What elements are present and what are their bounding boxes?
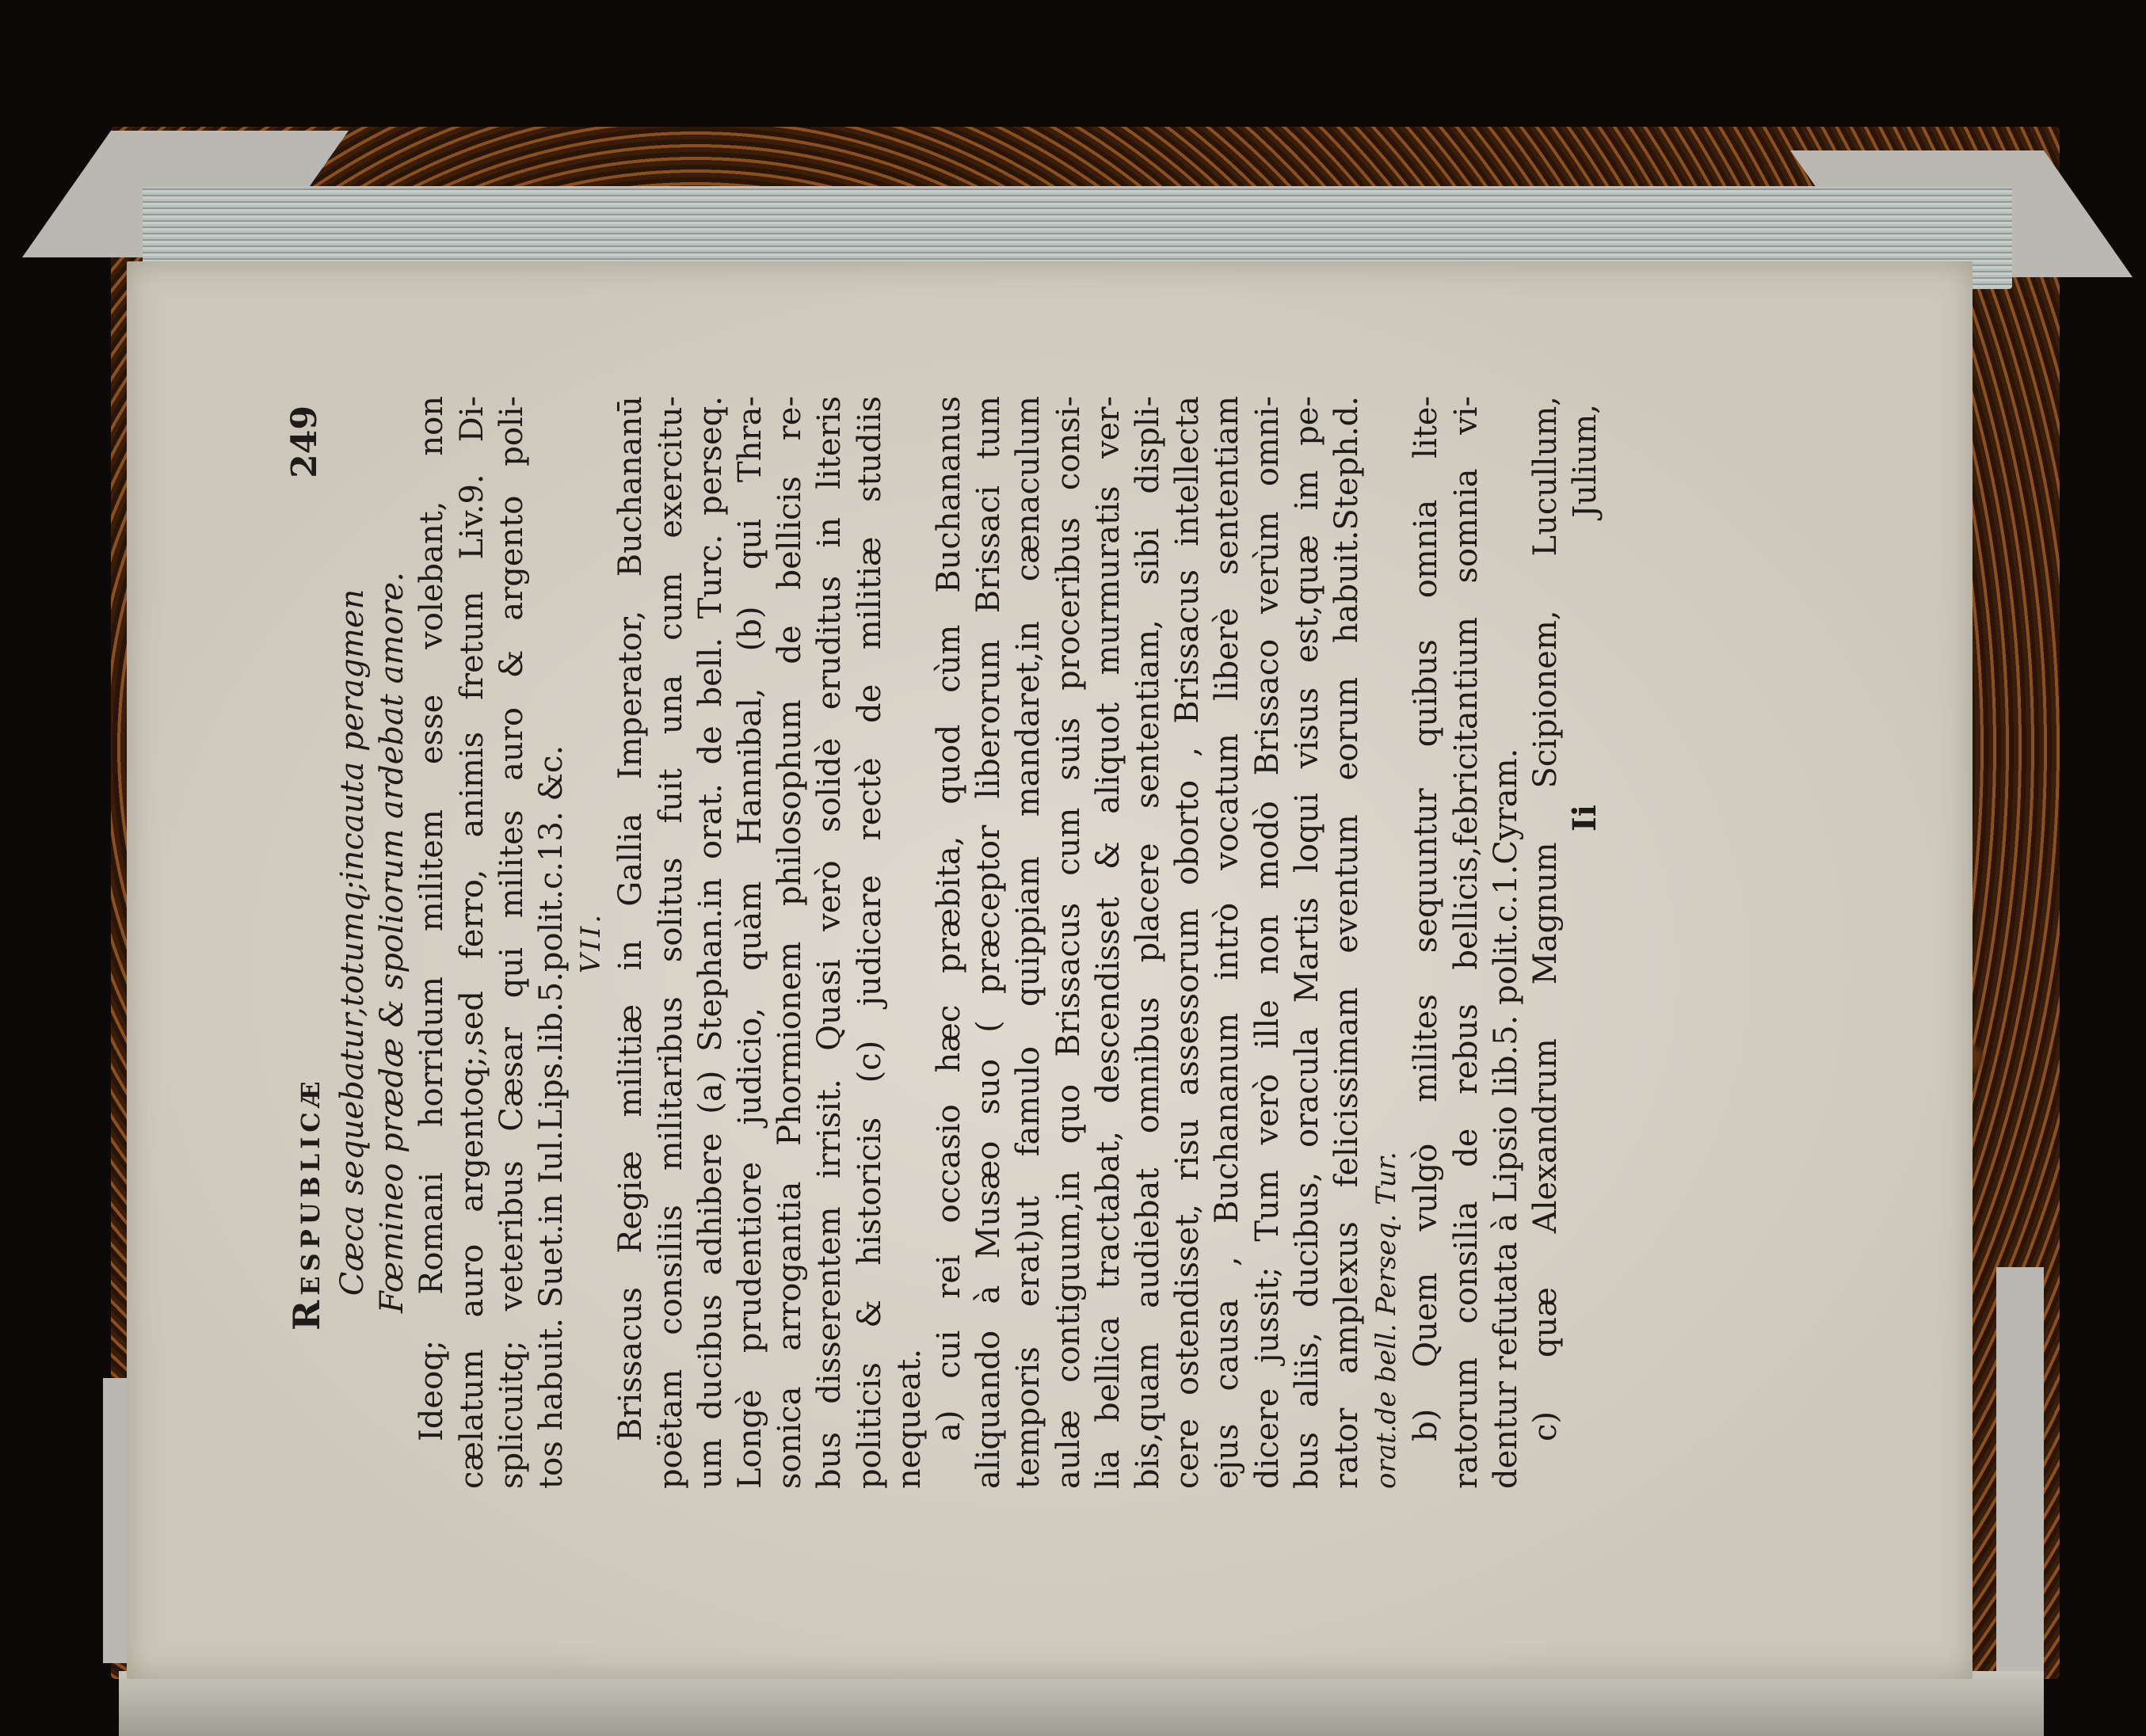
text-line: Fœmineo prædæ & spoliorum ardebat amore. xyxy=(374,572,411,1313)
text-line: Brissacus Regiæ militiæ in Gallia Imperator, Buchananū xyxy=(612,396,650,1441)
page-number: 249 xyxy=(284,405,325,478)
body-text xyxy=(333,396,1565,1489)
text-line: cælatum auro argentoq;,sed ferro, animis fretum Liv.9. Di- xyxy=(453,396,490,1489)
text-line: politicis & historicis (c) judicare rectè de militiæ studiis xyxy=(851,396,888,1489)
page-footer xyxy=(1565,396,1605,1489)
signature-mark: Ii xyxy=(1566,805,1604,832)
text-line: bus aliis, ducibus, oracula Martis loqui visus est,quæ im pe- xyxy=(1288,396,1325,1489)
text-line: dentur refutata à Lipsio lib.5. polit.c.1.Cyram. xyxy=(1487,748,1524,1489)
text-line: poëtam consiliis militaribus solitus fuit una cum exercitu- xyxy=(652,396,689,1489)
text-line: temporis erat)ut famulo quippiam mandaret,in cænaculum xyxy=(1010,396,1047,1489)
text-line: orat.de bell. Perseq. Tur. xyxy=(1370,1152,1403,1489)
text-line: VII. xyxy=(575,911,608,974)
facing-page-edge xyxy=(119,1671,2044,1736)
text-line: Cæca sequebatur,totumq;incauta peragmen xyxy=(334,588,371,1296)
text-line: c) quæ Alexandrum Magnum Scipionem, Lucullum, xyxy=(1527,396,1565,1441)
text-line: Ideoq; Romani horridum militem esse volebant, non xyxy=(414,396,451,1441)
text-line: sonica arrogantia Phormionem philosophum de bellicis re- xyxy=(772,396,809,1489)
text-line: nequeat. xyxy=(890,1348,928,1489)
text-line: Longè prudentiore judicio, quàm Hannibal, (b) qui Thra- xyxy=(732,396,769,1489)
text-line: dicere jussit; Tum verò ille non modò Brissaco verùm omni- xyxy=(1248,396,1286,1489)
text-line: aliquando à Musæo suo ( præceptor liberorum Brissaci tum xyxy=(970,396,1008,1489)
text-line: rator amplexus felicissimam eventum eorum habuit.Steph.d. xyxy=(1328,396,1366,1489)
text-line: a) cui rei occasio hæc præbita, quod cùm Buchananus xyxy=(931,396,968,1441)
text-line: bis,quam audiebat omnibus placere sententiam, sibi displi- xyxy=(1130,396,1167,1489)
text-line: um ducibus adhibere (a) Stephan.in orat. de bell. Turc. perseq. xyxy=(692,396,729,1489)
text-line: tos habuit. Suet.in Iul.Lips.lib.5.polit.c.13. &c. xyxy=(533,744,570,1489)
text-line: lia bellica tractabat, descendisset & aliquot murmuratis ver- xyxy=(1089,396,1126,1489)
catchword: Julium, xyxy=(1567,404,1604,518)
page-header xyxy=(285,396,333,1489)
text-line: ratorum consilia de rebus bellicis,febricitantium somnia vi- xyxy=(1447,396,1485,1489)
text-line: aulæ contiguum,in quo Brissacus cum suis proceribus consi- xyxy=(1050,396,1087,1489)
text-block xyxy=(285,396,1605,1489)
text-line: ejus causa , Buchananum intrò vocatum liberè sententiam xyxy=(1209,396,1246,1489)
running-title: Respublicæ xyxy=(285,1076,328,1331)
text-line: bus disserentem irrisit. Quasi verò solidè eruditus in literis xyxy=(811,396,848,1489)
text-line: splicuitq; veteribus Cæsar qui milites auro & argento poli- xyxy=(493,396,530,1489)
vellum-corner xyxy=(1996,1267,2044,1679)
text-line: cere ostendisset, risu assessorum oborto , Brissacus intellecta xyxy=(1169,396,1206,1489)
text-line: b) Quem vulgò milites sequuntur quibus omnia lite- xyxy=(1408,396,1445,1441)
